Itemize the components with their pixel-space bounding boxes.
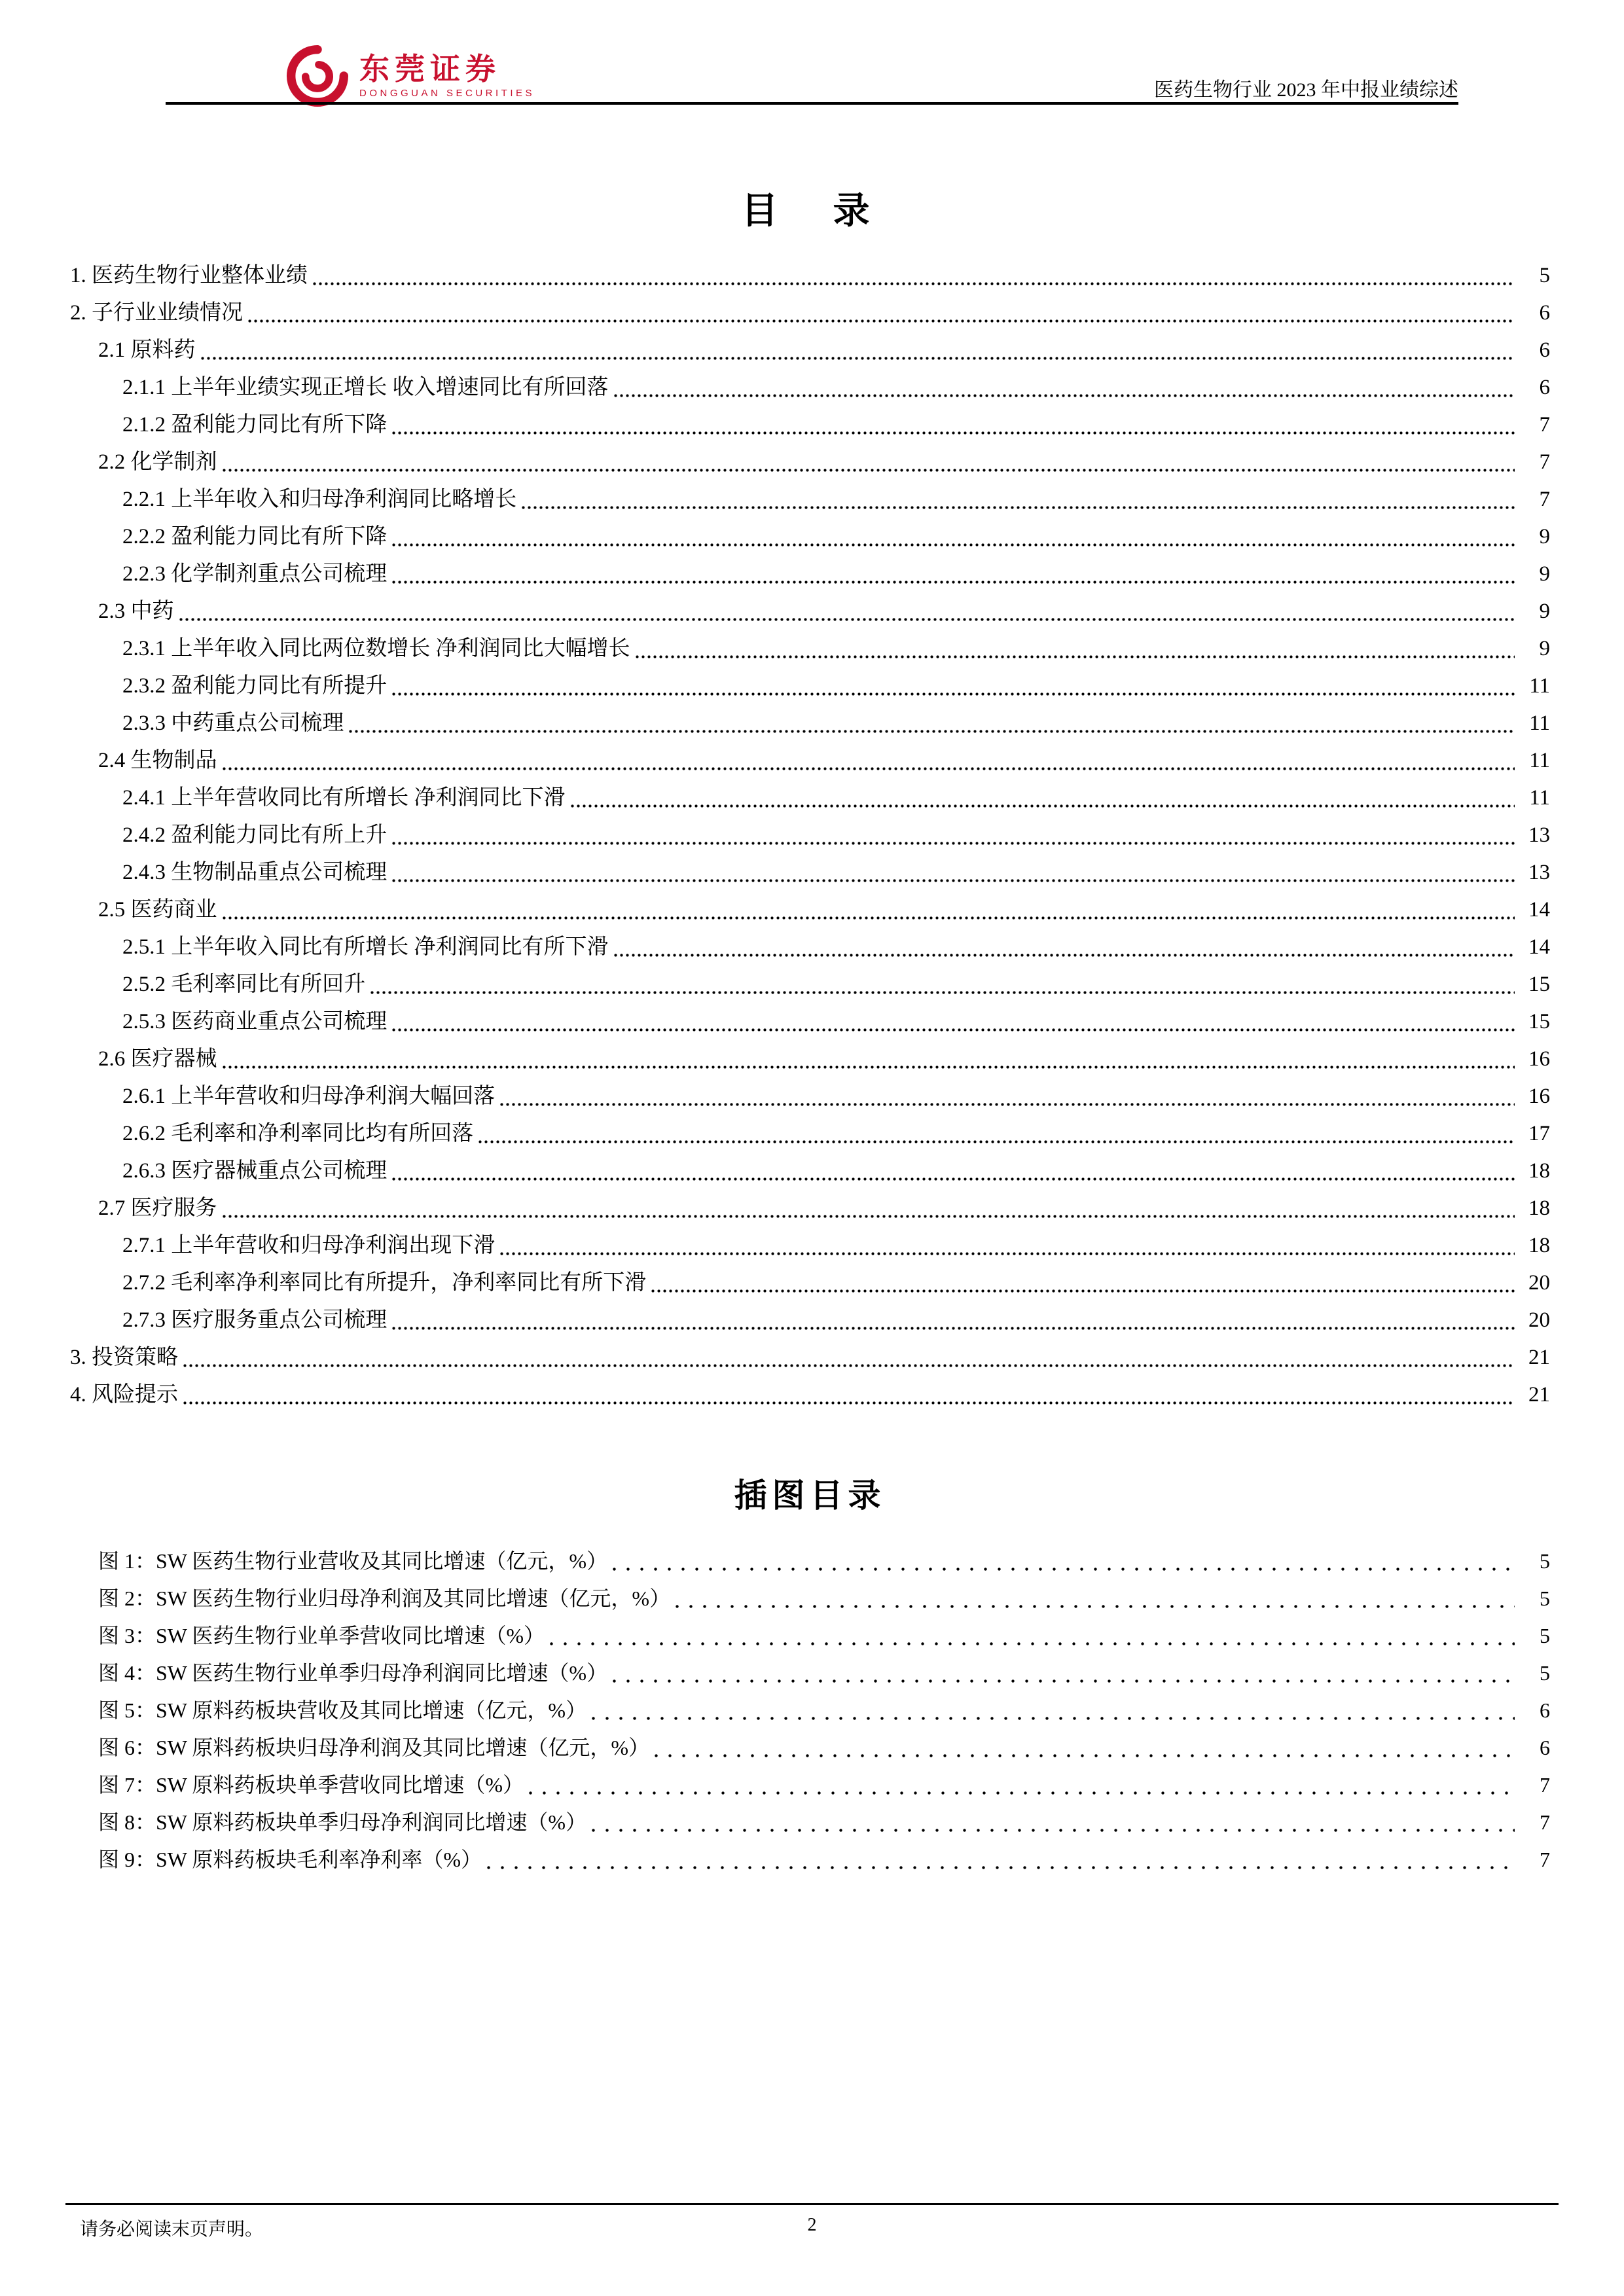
toc-entry[interactable] <box>70 444 1550 481</box>
toc-entry-page: 13 <box>1528 823 1550 848</box>
brand-name-en: DONGGUAN SECURITIES <box>359 88 535 99</box>
toc-entry-page: 14 <box>1528 935 1550 960</box>
figure-entry[interactable] <box>70 1729 1550 1767</box>
toc-entry-title: 2.5.3 医药商业重点公司梳理 <box>122 1010 388 1034</box>
toc-entry-page: 6 <box>1539 301 1550 325</box>
dot-leader <box>392 668 1515 705</box>
dot-leader <box>614 929 1515 966</box>
dot-leader <box>592 1692 1515 1729</box>
toc-entry-title: 2.6 医疗器械 <box>98 1047 217 1071</box>
figure-entry-title: 图 8：SW 原料药板块单季归母净利润同比增速（%） <box>98 1810 587 1835</box>
toc-entry-page: 13 <box>1528 861 1550 885</box>
figure-entry[interactable] <box>70 1692 1550 1729</box>
toc-entry-title: 2.6.1 上半年营收和归母净利润大幅回落 <box>122 1085 496 1109</box>
dot-leader <box>676 1580 1515 1617</box>
toc-entry-page: 11 <box>1529 786 1550 810</box>
dot-leader <box>478 1115 1515 1153</box>
figure-entry-title: 图 5：SW 原料药板块营收及其同比增速（亿元，%） <box>98 1698 587 1723</box>
figure-entry-title: 图 6：SW 原料药板块归母净利润及其同比增速（亿元，%） <box>98 1736 650 1760</box>
toc-entry-title: 2. 子行业业绩情况 <box>70 301 243 325</box>
toc-entry[interactable] <box>70 369 1550 406</box>
toc-entry-title: 2.4.3 生物制品重点公司梳理 <box>122 861 388 885</box>
toc-list <box>70 257 1550 1414</box>
figure-entry-page: 5 <box>1540 1549 1550 1573</box>
figure-entry[interactable] <box>70 1580 1550 1617</box>
toc-entry[interactable] <box>70 332 1550 369</box>
toc-entry-title: 2.7.1 上半年营收和归母净利润出现下滑 <box>122 1234 496 1258</box>
toc-entry-page: 7 <box>1539 413 1550 437</box>
figure-entry[interactable] <box>70 1841 1550 1878</box>
toc-title: 目 录 <box>741 191 879 232</box>
toc-entry[interactable] <box>70 295 1550 332</box>
toc-entry-page: 18 <box>1528 1159 1550 1183</box>
toc-entry[interactable] <box>70 742 1550 780</box>
toc-entry-title: 2.3 中药 <box>98 600 174 624</box>
dot-leader <box>655 1729 1515 1767</box>
dot-leader <box>349 705 1515 742</box>
toc-entry-title: 3. 投资策略 <box>70 1346 178 1370</box>
dot-leader <box>183 1376 1515 1414</box>
content-area <box>70 190 1550 1878</box>
toc-entry[interactable] <box>70 257 1550 295</box>
toc-entry-title: 2.4.1 上半年营收同比有所增长 净利润同比下滑 <box>122 786 566 810</box>
header-divider <box>166 102 1458 105</box>
toc-entry-page: 15 <box>1528 1010 1550 1034</box>
toc-entry-title: 2.1.2 盈利能力同比有所下降 <box>122 413 388 437</box>
toc-entry[interactable] <box>70 1078 1550 1115</box>
dot-leader <box>223 891 1515 929</box>
toc-entry-title: 2.3.3 中药重点公司梳理 <box>122 711 344 736</box>
figure-entry-page: 5 <box>1540 1624 1550 1648</box>
toc-entry-title: 2.6.2 毛利率和净利率同比均有所回落 <box>122 1122 474 1146</box>
figure-entry[interactable] <box>70 1804 1550 1841</box>
toc-entry-page: 6 <box>1539 338 1550 363</box>
figure-list <box>70 1543 1550 1878</box>
toc-entry[interactable] <box>70 1339 1550 1376</box>
toc-entry-page: 5 <box>1539 264 1550 288</box>
toc-entry[interactable] <box>70 1115 1550 1153</box>
toc-entry-page: 18 <box>1528 1196 1550 1221</box>
toc-entry-title: 4. 风险提示 <box>70 1383 178 1407</box>
dot-leader <box>248 295 1515 332</box>
toc-entry[interactable] <box>70 1376 1550 1414</box>
dot-leader <box>392 1302 1515 1339</box>
toc-entry-title: 2.1.1 上半年业绩实现正增长 收入增速同比有所回落 <box>122 376 609 400</box>
toc-entry[interactable] <box>70 593 1550 630</box>
toc-entry[interactable] <box>70 518 1550 556</box>
toc-entry-page: 17 <box>1528 1122 1550 1146</box>
toc-entry-page: 21 <box>1528 1346 1550 1370</box>
toc-entry-title: 2.1 原料药 <box>98 338 196 363</box>
brand-name: 东莞证券 <box>359 52 501 86</box>
toc-entry[interactable] <box>70 668 1550 705</box>
dot-leader <box>223 444 1515 481</box>
toc-entry[interactable] <box>70 481 1550 518</box>
dot-leader <box>370 966 1515 1003</box>
toc-entry-title: 2.2.3 化学制剂重点公司梳理 <box>122 562 388 586</box>
dot-leader <box>183 1339 1515 1376</box>
dot-leader <box>223 742 1515 780</box>
toc-entry-title: 2.6.3 医疗器械重点公司梳理 <box>122 1159 388 1183</box>
toc-entry[interactable] <box>70 817 1550 854</box>
dot-leader <box>313 257 1515 295</box>
toc-entry[interactable] <box>70 1153 1550 1190</box>
toc-entry-title: 2.2 化学制剂 <box>98 450 217 475</box>
toc-entry-page: 14 <box>1528 898 1550 922</box>
dot-leader <box>223 1190 1515 1227</box>
toc-entry[interactable] <box>70 1227 1550 1265</box>
footer-page-number: 2 <box>807 2215 817 2235</box>
toc-entry-page: 11 <box>1529 749 1550 773</box>
dot-leader <box>500 1078 1515 1115</box>
figure-entry[interactable] <box>70 1655 1550 1692</box>
toc-entry-title: 2.7.2 毛利率净利率同比有所提升，净利率同比有所下滑 <box>122 1271 647 1295</box>
toc-entry-page: 21 <box>1528 1383 1550 1407</box>
dot-leader <box>392 518 1515 556</box>
dot-leader <box>500 1227 1515 1265</box>
dot-leader <box>651 1265 1515 1302</box>
figure-entry-page: 5 <box>1540 1661 1550 1685</box>
figures-title: 插图目录 <box>734 1477 886 1515</box>
toc-entry[interactable] <box>70 1003 1550 1041</box>
dot-leader <box>592 1804 1515 1841</box>
toc-entry-page: 11 <box>1529 711 1550 736</box>
dot-leader <box>613 1655 1515 1692</box>
toc-entry[interactable] <box>70 630 1550 668</box>
figure-entry[interactable] <box>70 1767 1550 1804</box>
dot-leader <box>522 481 1515 518</box>
toc-entry-title: 2.3.1 上半年收入同比两位数增长 净利润同比大幅增长 <box>122 637 630 661</box>
dot-leader <box>179 593 1515 630</box>
toc-entry[interactable] <box>70 1041 1550 1078</box>
dot-leader <box>613 1543 1515 1580</box>
toc-entry[interactable] <box>70 966 1550 1003</box>
dot-leader <box>392 1003 1515 1041</box>
dot-leader <box>614 369 1515 406</box>
toc-entry[interactable] <box>70 1190 1550 1227</box>
toc-entry-page: 7 <box>1539 488 1550 512</box>
report-header-title: 医药生物行业 2023 年中报业绩综述 <box>1154 79 1458 101</box>
toc-entry[interactable] <box>70 1302 1550 1339</box>
dot-leader <box>550 1617 1515 1655</box>
figure-entry-title: 图 1：SW 医药生物行业营收及其同比增速（亿元，%） <box>98 1549 608 1573</box>
figure-entry-title: 图 4：SW 医药生物行业单季归母净利润同比增速（%） <box>98 1661 608 1685</box>
dot-leader <box>392 817 1515 854</box>
toc-entry-title: 2.4 生物制品 <box>98 749 217 773</box>
toc-entry-page: 20 <box>1528 1308 1550 1333</box>
footer-disclaimer: 请务必阅读末页声明。 <box>80 2219 264 2240</box>
figure-entry-page: 6 <box>1540 1698 1550 1723</box>
toc-entry-page: 20 <box>1528 1271 1550 1295</box>
toc-entry-page: 9 <box>1539 562 1550 586</box>
toc-entry-title: 2.2.2 盈利能力同比有所下降 <box>122 525 388 549</box>
dot-leader <box>392 854 1515 891</box>
logo-text <box>359 53 535 99</box>
figure-entry-title: 图 3：SW 医药生物行业单季营收同比增速（%） <box>98 1624 545 1648</box>
toc-entry[interactable] <box>70 854 1550 891</box>
toc-entry-page: 9 <box>1539 637 1550 661</box>
toc-entry-page: 16 <box>1528 1085 1550 1109</box>
toc-entry[interactable] <box>70 891 1550 929</box>
dot-leader <box>529 1767 1515 1804</box>
figure-entry-page: 7 <box>1540 1773 1550 1797</box>
logo-swirl-icon <box>286 45 349 107</box>
figure-entry-page: 7 <box>1540 1810 1550 1835</box>
dot-leader <box>392 556 1515 593</box>
figure-entry-title: 图 9：SW 原料药板块毛利率净利率（%） <box>98 1848 482 1872</box>
toc-entry-title: 2.4.2 盈利能力同比有所上升 <box>122 823 388 848</box>
dot-leader <box>201 332 1515 369</box>
toc-entry[interactable] <box>70 1265 1550 1302</box>
toc-entry-page: 15 <box>1528 973 1550 997</box>
toc-entry-page: 16 <box>1528 1047 1550 1071</box>
toc-entry-page: 6 <box>1539 376 1550 400</box>
toc-entry[interactable] <box>70 780 1550 817</box>
toc-entry-page: 18 <box>1528 1234 1550 1258</box>
toc-entry[interactable] <box>70 929 1550 966</box>
dot-leader <box>571 780 1515 817</box>
toc-entry[interactable] <box>70 556 1550 593</box>
toc-entry-title: 2.5.1 上半年收入同比有所增长 净利润同比有所下滑 <box>122 935 609 960</box>
toc-entry-page: 9 <box>1539 525 1550 549</box>
toc-entry-page: 11 <box>1529 674 1550 698</box>
dot-leader <box>392 406 1515 444</box>
dot-leader <box>487 1841 1515 1878</box>
figure-entry-page: 6 <box>1540 1736 1550 1760</box>
figure-entry[interactable] <box>70 1543 1550 1580</box>
toc-entry-title: 1. 医药生物行业整体业绩 <box>70 264 308 288</box>
figure-entry-page: 7 <box>1540 1848 1550 1872</box>
toc-entry[interactable] <box>70 705 1550 742</box>
toc-entry[interactable] <box>70 406 1550 444</box>
toc-entry-title: 2.7.3 医疗服务重点公司梳理 <box>122 1308 388 1333</box>
figure-entry-page: 5 <box>1540 1587 1550 1611</box>
toc-entry-title: 2.2.1 上半年收入和归母净利润同比略增长 <box>122 488 517 512</box>
figure-entry-title: 图 7：SW 原料药板块单季营收同比增速（%） <box>98 1773 524 1797</box>
toc-entry-title: 2.5.2 毛利率同比有所回升 <box>122 973 366 997</box>
dongguan-securities-logo <box>286 45 535 107</box>
figure-entry[interactable] <box>70 1617 1550 1655</box>
dot-leader <box>223 1041 1515 1078</box>
dot-leader <box>392 1153 1515 1190</box>
toc-entry-title: 2.7 医疗服务 <box>98 1196 217 1221</box>
toc-entry-page: 7 <box>1539 450 1550 475</box>
toc-entry-title: 2.5 医药商业 <box>98 898 217 922</box>
figure-entry-title: 图 2：SW 医药生物行业归母净利润及其同比增速（亿元，%） <box>98 1587 671 1611</box>
dot-leader <box>636 630 1515 668</box>
toc-entry-page: 9 <box>1539 600 1550 624</box>
toc-entry-title: 2.3.2 盈利能力同比有所提升 <box>122 674 388 698</box>
footer-divider <box>65 2203 1559 2205</box>
